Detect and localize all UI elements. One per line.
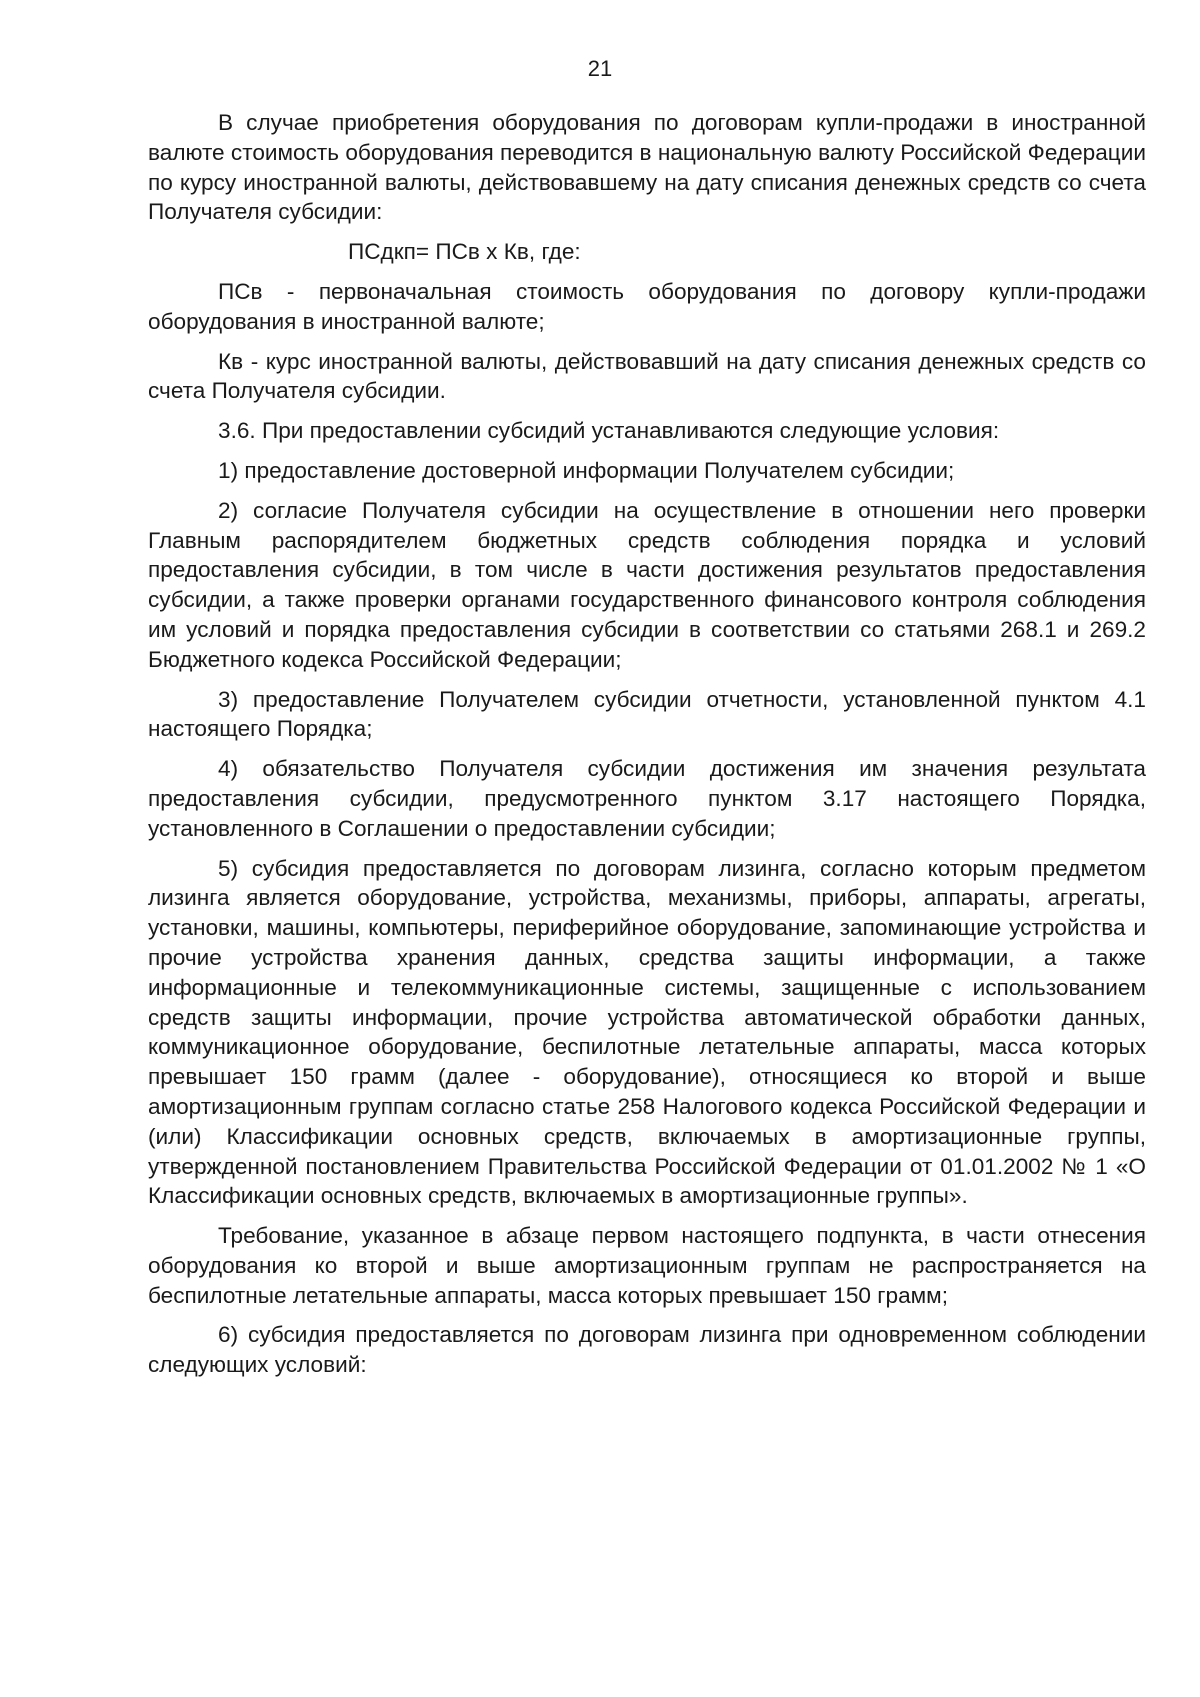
paragraph-kv-definition: Кв - курс иностранной валюты, действовавший на дату списания денежных средств со счета Получателя субсидии. xyxy=(148,348,1146,404)
paragraph-condition-4: 4) обязательство Получателя субсидии достижения им значения результата предоставления субсидии, предусмотренного пунктом 3.17 настоящего Порядка, установленного в Соглашении о предоставлении субсидии; xyxy=(148,756,1146,841)
paragraph-condition-6: 6) субсидия предоставляется по договорам лизинга при одновременном соблюдении следующих условий: xyxy=(148,1322,1146,1378)
paragraph-currency-conversion: В случае приобретения оборудования по договорам купли-продажи в иностранной валюте стоимость оборудования переводится в национальную валюту Российской Федерации по курсу иностранной валюты, действовавшему на дату списания денежных средств со счета Получателя субсидии: xyxy=(148,110,1146,225)
formula-line: ПСдкп= ПСв х Кв, где: xyxy=(348,239,581,265)
paragraph-condition-2: 2) согласие Получателя субсидии на осуществление в отношении него проверки Главным распорядителем бюджетных средств соблюдения порядка и условий предоставления субсидии, в том числе в части достижения результатов предоставления субсидии, а также проверки органами государственного финансового контроля соблюдения им условий и порядка предоставления субсидии в соответствии со статьями 268.1 и 269.2 Бюджетного кодекса Российской Федерации; xyxy=(148,497,1146,672)
paragraph-psv-definition: ПСв - первоначальная стоимость оборудования по договору купли-продажи оборудования в иностранной валюте; xyxy=(148,278,1146,334)
page-number: 21 xyxy=(587,56,613,81)
paragraph-section-3-6: 3.6. При предоставлении субсидий устанавливаются следующие условия: xyxy=(218,418,1000,444)
paragraph-condition-5: 5) субсидия предоставляется по договорам лизинга, согласно которым предметом лизинга является оборудование, устройства, механизмы, приборы, аппараты, агрегаты, установки, машины, компьютеры, периферийное оборудование, запоминающие устройства и прочие устройства хранения данных, средства защиты информации, а также информационные и телекоммуникационные системы, защищенные с использованием средств защиты информации, прочие устройства автоматической обработки данных, коммуникационное оборудование, беспилотные летательные аппараты, масса которых превышает 150 грамм (далее - оборудование), относящиеся ко второй и выше амортизационным группам согласно статье 258 Налогового кодекса Российской Федерации и (или) Классификации основных средств, включаемых в амортизационные группы, утвержденной постановлением Правительства Российской Федерации от 01.01.2002 № 1 «О Классификации основных средств, включаемых в амортизационные группы». xyxy=(148,855,1146,1209)
paragraph-condition-3: 3) предоставление Получателем субсидии отчетности, установленной пунктом 4.1 настоящего Порядка; xyxy=(148,686,1146,742)
document-body xyxy=(148,108,1146,1390)
paragraph-requirement-note: Требование, указанное в абзаце первом настоящего подпункта, в части отнесения оборудования ко второй и выше амортизационным группам не распространяется на беспилотные летательные аппараты, масса которых превышает 150 грамм; xyxy=(148,1223,1146,1308)
paragraph-condition-1: 1) предоставление достоверной информации Получателем субсидии; xyxy=(218,457,955,483)
